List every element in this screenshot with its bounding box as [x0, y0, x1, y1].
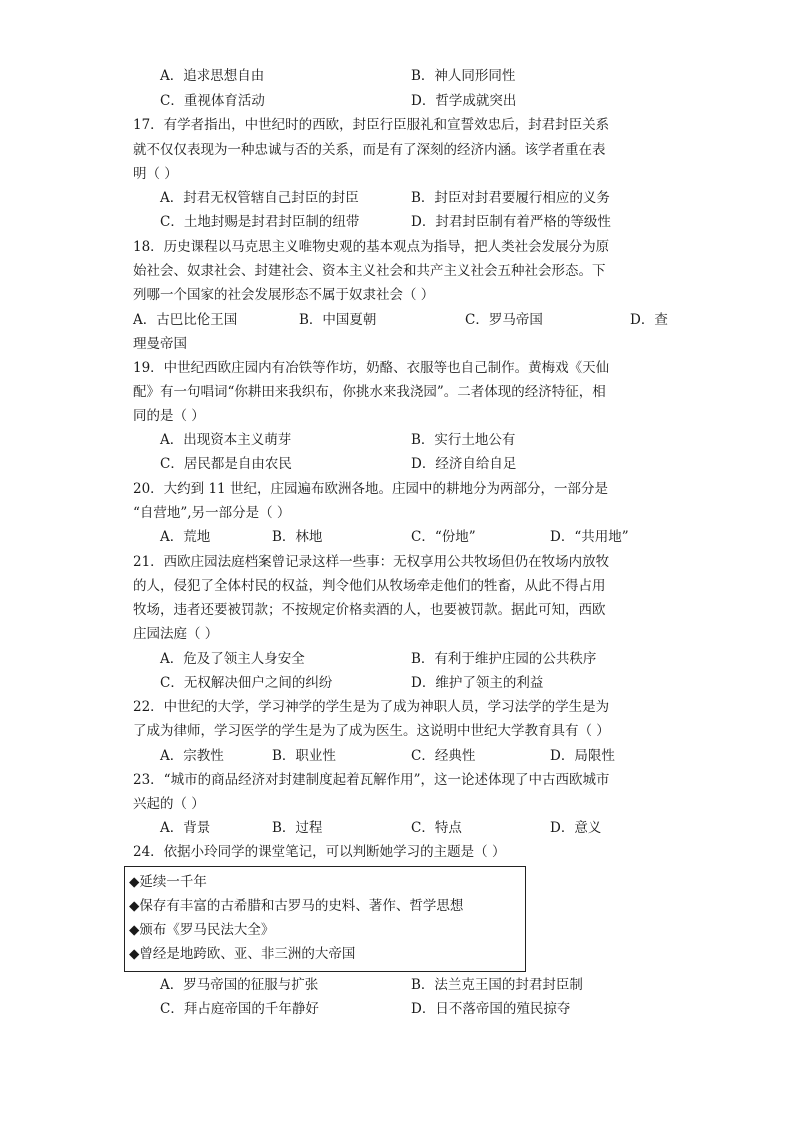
question-text: 牧场，违者还要被罚款；不按规定价格卖酒的人，也要被罚款。据此可知，西欧	[133, 602, 606, 618]
question-text: 了成为律师，学习医学的学生是为了成为医生。这说明中世纪大学教育具有（ ）	[133, 723, 610, 739]
question-text: 17．有学者指出，中世纪时的西欧，封臣行臣服礼和宣誓效忠后，封君封臣关系	[133, 117, 610, 133]
note-item: ◆颁布《罗马民法大全》	[129, 922, 275, 938]
question-text: 23．“城市的商品经济对封建制度起着瓦解作用”，这一论述体现了中古西欧城市	[133, 772, 610, 788]
option-a: A．古巴比伦王国	[133, 312, 238, 328]
question-text: 20．大约到 11 世纪，庄园遍布欧洲各地。庄园中的耕地分为两部分，一部分是	[133, 481, 608, 497]
option-c: C．无权解决佃户之间的纠纷	[160, 675, 333, 691]
option-d: D．封君封臣制有着严格的等级性	[411, 214, 611, 230]
option-b: B．中国夏朝	[299, 312, 377, 328]
class-notes-box	[124, 866, 526, 972]
option-c: C．经典性	[411, 748, 476, 764]
option-c: C．“份地”	[411, 529, 476, 545]
question-text: 18．历史课程以马克思主义唯物史观的基本观点为指导，把人类社会发展分为原	[133, 239, 610, 255]
question-text: 兴起的（ ）	[133, 796, 205, 812]
option-b: B．职业性	[272, 748, 336, 764]
option-c: C．特点	[411, 820, 462, 836]
question-text: 配》有一句唱词“你耕田来我织布，你挑水来我浇园”。二者体现的经济特征，相	[133, 384, 606, 400]
question-text: 的人，侵犯了全体村民的权益，判令他们从牧场牵走他们的牲畜，从此不得占用	[133, 578, 606, 594]
option-b: B．过程	[272, 820, 323, 836]
option-a: A．荒地	[160, 529, 211, 545]
option-a: A．罗马帝国的征服与扩张	[160, 977, 319, 993]
question-text: 就不仅仅表现为一种忠诚与否的关系，而是有了深刻的经济内涵。该学者重在表	[133, 142, 606, 158]
option-c: C．土地封赐是封君封臣制的纽带	[160, 214, 360, 230]
option-a: A．出现资本主义萌芽	[160, 432, 292, 448]
question-text: 19．中世纪西欧庄园内有冶铁等作坊，奶酪、衣服等也自己制作。黄梅戏《天仙	[133, 360, 610, 376]
option-d: D．“共用地”	[550, 529, 629, 545]
option-c: C．拜占庭帝国的千年静好	[160, 1001, 319, 1017]
option-b: B．封臣对封君要履行相应的义务	[411, 190, 610, 206]
option-b: B．有利于维护庄园的公共秩序	[411, 651, 597, 667]
note-item: ◆曾经是地跨欧、亚、非三洲的大帝国	[129, 946, 356, 962]
question-text: 明（ ）	[133, 166, 178, 182]
option-d: D．查	[630, 312, 668, 328]
question-text: 庄园法庭（ ）	[133, 626, 219, 642]
option-a: A．背景	[160, 820, 211, 836]
question-text: 24．依据小玲同学的课堂笔记，可以判断她学习的主题是（ ）	[133, 844, 506, 860]
option-d: D．日不落帝国的殖民掠夺	[411, 1001, 571, 1017]
option-a: A．危及了领主人身安全	[160, 651, 305, 667]
option-d: D．哲学成就突出	[411, 93, 517, 109]
option-d: D．维护了领主的利益	[411, 675, 544, 691]
option-a: A．封君无权管辖自己封臣的封臣	[160, 190, 359, 206]
question-text: 同的是（ ）	[133, 408, 205, 424]
option-a: A．宗教性	[160, 748, 224, 764]
option-b: B．实行土地公有	[411, 432, 516, 448]
option-d: D．局限性	[550, 748, 615, 764]
option-a: A．追求思想自由	[160, 68, 265, 84]
question-text: 列哪一个国家的社会发展形态不属于奴隶社会（ ）	[133, 287, 435, 303]
question-text: 22．中世纪的大学，学习神学的学生是为了成为神职人员，学习法学的学生是为	[133, 699, 610, 715]
note-item: ◆延续一千年	[129, 874, 207, 890]
option-c: C．罗马帝国	[465, 312, 543, 328]
option-d: D．经济自给自足	[411, 456, 517, 472]
question-text: 21．西欧庄园法庭档案曾记录这样一些事：无权享用公共牧场但仍在牧场内放牧	[133, 554, 610, 570]
option-b: B．神人同形同性	[411, 68, 516, 84]
question-text: 始社会、奴隶社会、封建社会、资本主义社会和共产主义社会五种社会形态。下	[133, 263, 606, 279]
option-b: B．林地	[272, 529, 323, 545]
option-c: C．重视体育活动	[160, 93, 265, 109]
question-text: “自营地”,另一部分是（ ）	[133, 505, 291, 521]
option-d-continued: 理曼帝国	[133, 336, 187, 352]
note-item: ◆保存有丰富的古希腊和古罗马的史料、著作、哲学思想	[129, 898, 464, 914]
option-c: C．居民都是自由农民	[160, 456, 292, 472]
option-b: B．法兰克王国的封君封臣制	[411, 977, 583, 993]
option-d: D．意义	[550, 820, 602, 836]
